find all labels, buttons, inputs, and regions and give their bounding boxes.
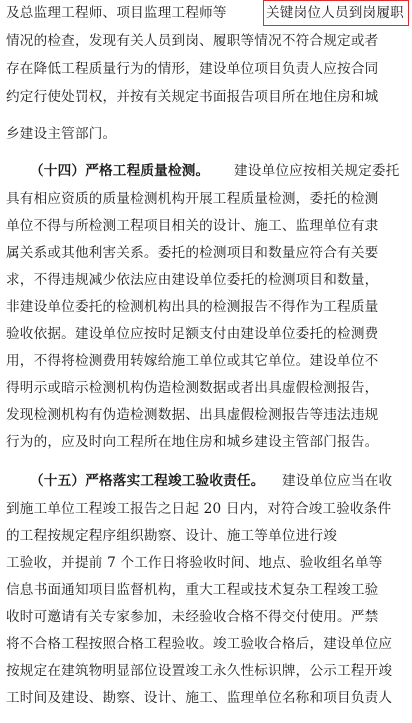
text-line: 求，不得违规减少依法应由建设单位委托的检测项目和数量，: [6, 272, 379, 288]
text-line: 单位不得与所检测工程项目相关的设计、施工、监理单位有隶: [6, 218, 379, 234]
text-line: 的工程按规定程序组织勘察、设计、施工等单位进行竣: [6, 528, 338, 544]
text-line: 情况的检查，发现有关人员到岗、履职等情况不符合规定或者: [6, 33, 379, 49]
section-heading-15: [30, 472, 265, 490]
text-line: 约定行使处罚权，并按有关规定书面报告项目所在地住房和城: [6, 89, 379, 105]
text-line: 工验收，并提前 7 个工作日将验收时间、地点、验收组名单等: [6, 555, 383, 571]
text-line: 将不合格工程按照合格工程验收。竣工验收合格后，建设单位应: [6, 636, 393, 652]
highlighted-text: 关键岗位人员到岗履职: [266, 5, 404, 21]
text-line: 建设单位应按相关规定委托: [234, 163, 400, 179]
section-title: 严格落实工程竣工验收责任。: [85, 473, 265, 489]
text-line: 乡建设主管部门。: [6, 126, 117, 142]
text-line: 非建设单位委托的检测机构出具的检测报告不得作为工程质量: [6, 299, 379, 315]
text-line: 建设单位应当在收: [282, 473, 393, 489]
section-title: 严格工程质量检测。: [85, 163, 210, 179]
text-line: 收时可邀请有关专家参加，未经验收合格不得交付使用。严禁: [6, 609, 379, 625]
text-line: 信息书面通知项目监督机构，重大工程或技术复杂工程竣工验: [6, 582, 379, 598]
text-line: 验收依据。建设单位应按时足额支付由建设单位委托的检测费: [6, 326, 379, 342]
text-line: 得明示或暗示检测机构伪造检测数据或者出具虚假检测报告，: [6, 380, 379, 396]
section-number: （十五）: [30, 473, 86, 489]
text-line: 行为的，应及时向工程所在地住房和城乡建设主管部门报告。: [6, 434, 379, 450]
text-line: 用，不得将检测费用转嫁给施工单位或其它单位。建设单位不: [6, 353, 379, 369]
text-line: 按规定在建筑物明显部位设置竣工永久性标识牌，公示工程开竣: [6, 663, 393, 679]
text-line: 到施工单位工程竣工报告之日起 20 日内，对符合竣工验收条件: [6, 501, 392, 517]
section-heading-14: [30, 162, 209, 180]
text-line: 及总监理工程师、项目监理工程师等: [6, 5, 227, 21]
text-line: 工时间及建设、勘察、设计、施工、监理单位名称和项目负责人: [6, 690, 393, 706]
section-number: （十四）: [30, 163, 86, 179]
text-line: 发现检测机构有伪造检测数据、出具虚假检测报告等违法违规: [6, 407, 379, 423]
text-line: 存在降低工程质量行为的情形，建设单位项目负责人应按合同: [6, 61, 379, 77]
text-line: 具有相应资质的质量检测机构开展工程质量检测，委托的检测: [6, 191, 379, 207]
text-line: 属关系或其他利害关系。委托的检测项目和数量应符合有关要: [6, 245, 379, 261]
